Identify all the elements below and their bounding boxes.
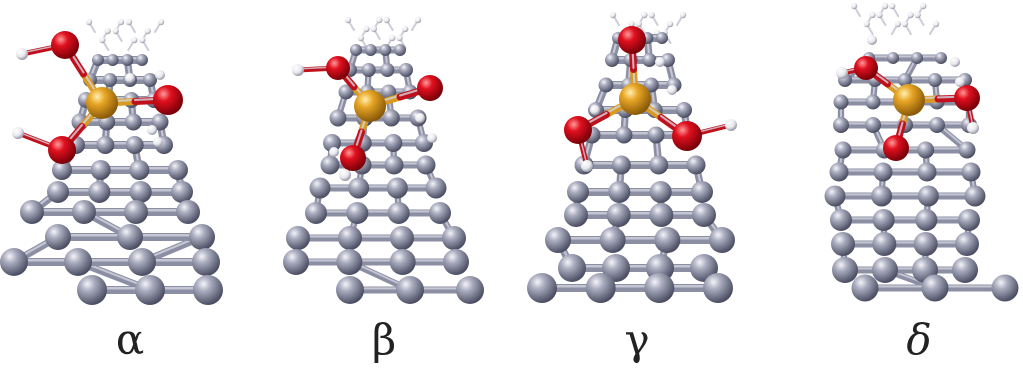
carbon-atom-icon [125, 114, 142, 131]
carbon-atom-icon [959, 142, 976, 159]
carbon-atom-icon [654, 227, 680, 253]
oxygen-atom-icon [618, 26, 646, 54]
carbon-atom-icon [929, 117, 945, 133]
oxygen-atom-icon [326, 56, 350, 80]
carbon-atom-icon [691, 181, 713, 203]
hydrogen-atom-icon [125, 73, 135, 83]
hydrogen-atom-icon [86, 19, 92, 25]
phosphorus-atom-icon [619, 83, 651, 115]
carbon-atom-icon [20, 200, 44, 224]
carbon-atom-icon [336, 276, 364, 304]
panel-label-delta: δ [906, 315, 932, 364]
carbon-atom-icon [92, 54, 104, 66]
hydrogen-atom-icon [153, 137, 163, 147]
oxygen-atom-icon [153, 85, 183, 115]
carbon-atom-icon [935, 52, 947, 64]
carbon-atom-icon [918, 186, 939, 207]
hydrogen-atom-icon [667, 85, 677, 95]
oxygen-atom-icon [672, 121, 702, 151]
carbon-atom-icon [599, 78, 614, 93]
carbon-atom-icon [193, 275, 223, 305]
carbon-atom-icon [649, 156, 668, 175]
carbon-atom-icon [396, 276, 424, 304]
carbon-atom-icon [45, 224, 71, 250]
carbon-atom-icon [648, 127, 665, 144]
carbon-atom-icon [866, 95, 881, 110]
carbon-atom-icon [558, 254, 586, 282]
phosphorus-atom-icon [893, 84, 925, 116]
carbon-atom-icon [121, 54, 133, 66]
carbon-atom-icon [952, 257, 978, 283]
hydrogen-atom-icon [427, 133, 437, 143]
hydrogen-atom-icon [415, 17, 421, 23]
panel-alpha [0, 19, 223, 305]
carbon-atom-icon [399, 63, 413, 77]
hydrogen-atom-icon [118, 19, 124, 25]
carbon-atom-icon [915, 209, 937, 231]
carbon-atom-icon [283, 249, 309, 275]
hydrogen-atom-icon [329, 147, 339, 157]
carbon-atom-icon [871, 186, 892, 207]
carbon-atom-icon [348, 178, 369, 199]
carbon-atom-icon [835, 142, 852, 159]
carbon-atom-icon [64, 248, 92, 276]
carbon-atom-icon [830, 209, 852, 231]
hydrogen-atom-icon [99, 37, 105, 43]
carbon-atom-icon [429, 202, 451, 224]
hydrogen-atom-icon [147, 125, 157, 135]
carbon-atom-icon [918, 163, 937, 182]
carbon-atom-icon [362, 63, 376, 77]
carbon-atom-icon [914, 232, 938, 256]
carbon-atom-icon [321, 156, 340, 175]
hydrogen-atom-icon [131, 37, 137, 43]
carbon-atom-icon [128, 248, 156, 276]
carbon-atom-icon [176, 200, 200, 224]
carbon-atom-icon [992, 275, 1019, 302]
carbon-atom-icon [387, 178, 408, 199]
hydrogen-atom-icon [345, 17, 351, 23]
carbon-atom-icon [310, 178, 331, 199]
carbon-atom-icon [600, 227, 626, 253]
carbon-atom-icon [830, 163, 849, 182]
oxygen-atom-icon [854, 56, 878, 80]
oxygen-atom-icon [48, 136, 76, 164]
carbon-atom-icon [656, 32, 668, 44]
carbon-atom-icon [47, 181, 69, 203]
panel-gamma [527, 12, 737, 303]
hydrogen-atom-icon [371, 26, 377, 32]
hydrogen-atom-icon [725, 119, 737, 131]
hydrogen-atom-icon [402, 26, 408, 32]
carbon-atom-icon [676, 102, 692, 118]
panel-label-beta: β [371, 315, 397, 364]
carbon-atom-icon [709, 227, 735, 253]
hydrogen-atom-icon [358, 35, 364, 41]
carbon-atom-icon [107, 54, 119, 66]
carbon-atom-icon [833, 117, 849, 133]
hydrogen-atom-icon [907, 12, 913, 18]
hydrogen-atom-icon [383, 17, 389, 23]
carbon-atom-icon [692, 203, 716, 227]
carbon-atom-icon [703, 273, 733, 303]
carbon-atom-icon [88, 181, 110, 203]
hydrogen-atom-icon [158, 19, 164, 25]
hydrogen-atom-icon [12, 127, 24, 139]
hydrogen-atom-icon [950, 57, 960, 67]
carbon-atom-icon [305, 202, 327, 224]
hydrogen-atom-icon [864, 21, 870, 27]
phosphorus-atom-icon [354, 90, 386, 122]
carbon-atom-icon [350, 44, 362, 56]
carbon-atom-icon [77, 275, 107, 305]
carbon-atom-icon [338, 226, 362, 250]
carbon-atom-icon [103, 73, 117, 87]
carbon-atom-icon [649, 203, 673, 227]
hydrogen-atom-icon [914, 12, 920, 18]
carbon-atom-icon [135, 275, 165, 305]
carbon-atom-icon [567, 181, 589, 203]
carbon-atom-icon [873, 209, 895, 231]
carbon-atom-icon [564, 203, 588, 227]
hydrogen-atom-icon [339, 169, 351, 181]
carbon-atom-icon [834, 95, 849, 110]
hydrogen-atom-icon [144, 28, 150, 34]
hydrogen-atom-icon [895, 21, 901, 27]
carbon-atom-icon [346, 202, 368, 224]
hydrogen-atom-icon [590, 105, 600, 115]
hydrogen-atom-icon [655, 57, 665, 67]
oxygen-atom-icon [564, 116, 592, 144]
carbon-atom-icon [874, 163, 893, 182]
hydrogen-atom-icon [610, 12, 616, 18]
carbon-atom-icon [388, 202, 410, 224]
hydrogen-atom-icon [867, 35, 877, 45]
carbon-atom-icon [443, 249, 469, 275]
carbon-atom-icon [586, 273, 616, 303]
hydrogen-atom-icon [933, 21, 939, 27]
carbon-atom-icon [887, 52, 899, 64]
carbon-atom-icon [831, 232, 855, 256]
hydrogen-atom-icon [836, 67, 848, 79]
carbon-atom-icon [442, 226, 466, 250]
carbon-atom-icon [130, 181, 152, 203]
carbon-atom-icon [962, 163, 981, 182]
phosphorus-atom-icon [86, 87, 118, 119]
hydrogen-atom-icon [292, 64, 304, 76]
carbon-atom-icon [612, 156, 631, 175]
carbon-atom-icon [384, 134, 402, 152]
carbon-atom-icon [117, 224, 143, 250]
hydrogen-atom-icon [139, 37, 145, 43]
panel-beta [283, 17, 484, 304]
carbon-atom-icon [143, 73, 157, 87]
carbon-atom-icon [527, 273, 557, 303]
carbon-atom-icon [365, 44, 377, 56]
carbon-atom-icon [608, 181, 630, 203]
hydrogen-atom-icon [389, 35, 395, 41]
carbon-atom-icon [192, 248, 220, 276]
hydrogen-atom-icon [889, 3, 895, 9]
hydrogen-atom-icon [155, 70, 165, 80]
oxygen-atom-icon [51, 31, 79, 59]
hydrogen-atom-icon [641, 12, 647, 18]
carbon-atom-icon [644, 273, 674, 303]
carbon-atom-icon [922, 275, 949, 302]
hydrogen-atom-icon [636, 21, 642, 27]
carbon-atom-icon [605, 53, 619, 67]
carbon-atom-icon [96, 136, 114, 154]
carbon-atom-icon [383, 110, 400, 127]
oxygen-atom-icon [417, 75, 443, 101]
hydrogen-atom-icon [16, 48, 28, 60]
hydrogen-atom-icon [415, 113, 425, 123]
carbon-atom-icon [832, 257, 858, 283]
carbon-atom-icon [872, 232, 896, 256]
hydrogen-atom-icon [920, 3, 926, 9]
carbon-atom-icon [687, 156, 706, 175]
oxygen-atom-icon [954, 85, 980, 111]
carbon-atom-icon [456, 276, 484, 304]
hydrogen-atom-icon [680, 12, 686, 18]
carbon-atom-icon [126, 136, 144, 154]
hydrogen-atom-icon [376, 17, 382, 23]
carbon-atom-icon [330, 110, 347, 127]
carbon-atom-icon [852, 275, 879, 302]
carbon-atom-icon [379, 44, 391, 56]
carbon-atom-icon [0, 248, 28, 276]
hydrogen-atom-icon [126, 19, 132, 25]
carbon-atom-icon [189, 224, 215, 250]
carbon-atom-icon [917, 142, 934, 159]
carbon-atom-icon [124, 200, 148, 224]
hydrogen-atom-icon [396, 35, 402, 41]
carbon-atom-icon [171, 181, 193, 203]
hydrogen-atom-icon [648, 12, 654, 18]
carbon-atom-icon [336, 249, 362, 275]
carbon-atom-icon [426, 178, 447, 199]
hydrogen-atom-icon [104, 28, 110, 34]
carbon-atom-icon [650, 181, 672, 203]
oxygen-atom-icon [883, 135, 909, 161]
carbon-atom-icon [642, 53, 656, 67]
hydrogen-atom-icon [967, 122, 979, 134]
carbon-atom-icon [390, 249, 416, 275]
carbon-atom-icon [965, 186, 986, 207]
carbon-atom-icon [91, 160, 111, 180]
carbon-atom-icon [394, 44, 406, 56]
carbon-atom-icon [616, 127, 633, 144]
carbon-atom-icon [958, 209, 980, 231]
carbon-atom-icon [286, 226, 310, 250]
carbon-atom-icon [911, 52, 923, 64]
carbon-atom-icon [417, 156, 436, 175]
hydrogen-atom-icon [112, 28, 118, 34]
panel-label-gamma: γ [624, 315, 650, 364]
carbon-atom-icon [385, 156, 404, 175]
carbon-atom-icon [545, 227, 571, 253]
panel-label-alpha: α [115, 315, 145, 364]
carbon-atom-icon [872, 257, 898, 283]
hydrogen-atom-icon [902, 21, 908, 27]
carbon-atom-icon [607, 203, 631, 227]
carbon-atom-icon [168, 160, 188, 180]
carbon-atom-icon [390, 226, 414, 250]
hydrogen-atom-icon [851, 3, 857, 9]
hydrogen-atom-icon [363, 26, 369, 32]
hydrogen-atom-icon [882, 3, 888, 9]
carbon-atom-icon [380, 63, 394, 77]
hydrogen-atom-icon [876, 12, 882, 18]
hydrogen-atom-icon [581, 160, 593, 172]
oxygen-atom-icon [340, 145, 366, 171]
carbon-atom-icon [129, 160, 149, 180]
carbon-atom-icon [72, 200, 96, 224]
carbon-atom-icon [928, 73, 942, 87]
panel-delta [825, 3, 1019, 302]
carbon-atom-icon [825, 186, 846, 207]
carbon-atom-icon [955, 232, 979, 256]
hydrogen-atom-icon [955, 77, 965, 87]
carbon-atom-icon [865, 117, 881, 133]
carbon-atom-icon [136, 54, 148, 66]
hydrogen-atom-icon [667, 21, 673, 27]
hydrogen-atom-icon [869, 12, 875, 18]
